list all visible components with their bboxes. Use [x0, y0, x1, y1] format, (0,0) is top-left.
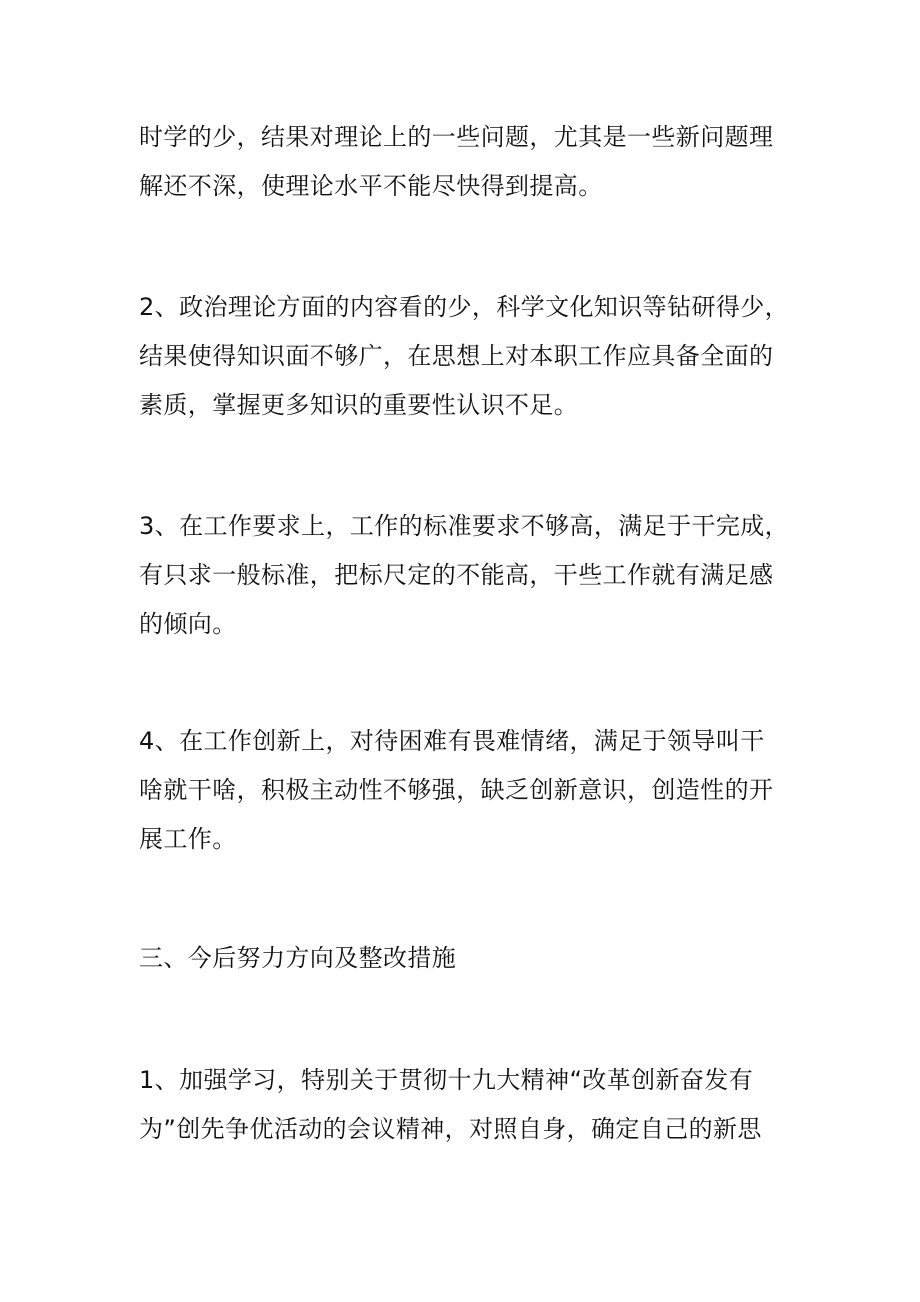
paragraph-item-4	[139, 717, 789, 864]
text-line: 时学的少，结果对理论上的一些问题，尤其是一些新问题理	[139, 123, 774, 151]
section-heading	[139, 934, 789, 983]
heading-text: 三、今后努力方向及整改措施	[139, 944, 457, 972]
text-line: 1、加强学习，特别关于贯彻十九大精神“改革创新奋发有	[139, 1066, 754, 1094]
text-line: 4、在工作创新上，对待困难有畏难情绪，满足于领导叫干	[139, 727, 765, 755]
paragraph-measure-1	[139, 1056, 789, 1154]
text-line: 2、政治理论方面的内容看的少，科学文化知识等钻研得少，	[139, 293, 790, 321]
text-line: 为”创先争优活动的会议精神，对照自身，确定自己的新思	[139, 1115, 762, 1143]
paragraph-theory-study	[139, 113, 789, 211]
text-line: 有只求一般标准，把标尺定的不能高，干些工作就有满足感	[139, 561, 774, 589]
text-line: 的倾向。	[139, 610, 237, 638]
text-line: 解还不深，使理论水平不能尽快得到提高。	[139, 172, 603, 200]
text-line: 3、在工作要求上，工作的标准要求不够高，满足于干完成，	[139, 512, 790, 540]
paragraph-item-3	[139, 502, 789, 649]
text-line: 素质，掌握更多知识的重要性认识不足。	[139, 391, 579, 419]
paragraph-item-2	[139, 283, 789, 430]
text-line: 展工作。	[139, 825, 237, 853]
text-line: 结果使得知识面不够广，在思想上对本职工作应具备全面的	[139, 342, 774, 370]
text-line: 啥就干啥，积极主动性不够强，缺乏创新意识，创造性的开	[139, 776, 774, 804]
